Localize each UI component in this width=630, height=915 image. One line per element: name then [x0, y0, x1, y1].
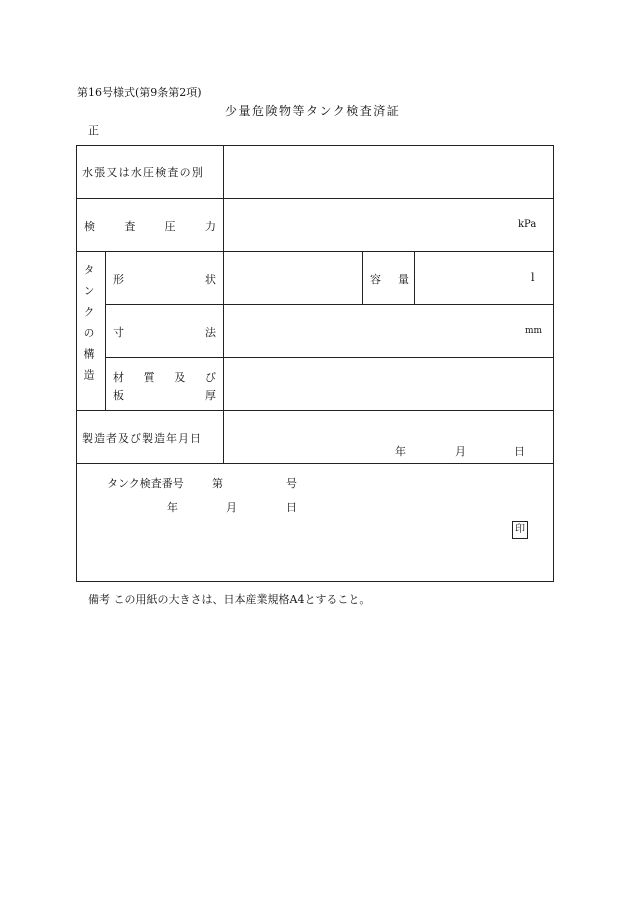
capacity-label-char: 量	[398, 273, 409, 286]
pressure-label-char: 力	[204, 220, 216, 233]
pressure-value[interactable]	[224, 199, 553, 250]
pressure-unit: kPa	[518, 219, 537, 230]
inspection-type-label: 水張又は水圧検査の別	[82, 166, 204, 179]
inspection-number-suffix: 号	[286, 477, 297, 490]
material-label-char: 及	[174, 371, 186, 384]
manufacturer-value[interactable]	[224, 411, 553, 462]
manufacture-year-label: 年	[395, 445, 406, 458]
pressure-label-char: 査	[124, 220, 136, 233]
inspection-number-label: タンク検査番号	[107, 477, 184, 490]
shape-label-char: 状	[205, 273, 216, 286]
pressure-label	[84, 218, 216, 234]
capacity-label	[370, 271, 409, 287]
material-label	[113, 369, 216, 385]
manufacture-month-label: 月	[455, 445, 466, 458]
remarks-note: 備考 この用紙の大きさは、日本産業規格A4とすること。	[88, 593, 371, 606]
shape-value[interactable]	[224, 252, 361, 303]
tank-structure-label: タンクの構造	[82, 264, 95, 390]
material-label-char: び	[204, 371, 216, 384]
dimension-label-char: 法	[205, 326, 216, 339]
dimension-label-char: 寸	[113, 326, 124, 339]
material-label-char: 材	[113, 371, 124, 384]
pressure-label-char: 圧	[164, 220, 176, 233]
manufacture-day-label: 日	[514, 445, 525, 458]
inspection-number-prefix: 第	[212, 477, 223, 490]
seal-mark: 印	[512, 521, 528, 539]
manufacturer-label: 製造者及び製造年月日	[82, 432, 202, 445]
material-label-char: 質	[143, 371, 155, 384]
thickness-label-char: 板	[113, 389, 124, 402]
pressure-label-char: 検	[84, 220, 95, 233]
form-number: 第16号様式(第9条第2項)	[77, 86, 202, 99]
thickness-label-char: 厚	[205, 389, 216, 402]
inspection-number-value[interactable]	[228, 473, 282, 489]
inspection-year-label: 年	[167, 501, 178, 514]
material-value[interactable]	[224, 358, 553, 409]
shape-label-char: 形	[113, 273, 124, 286]
capacity-unit: l	[531, 271, 535, 284]
dimension-label	[113, 324, 216, 340]
shape-label	[113, 271, 216, 287]
inspection-month-label: 月	[226, 501, 237, 514]
thickness-label	[113, 387, 216, 403]
inspection-type-value[interactable]	[224, 146, 553, 197]
column-divider	[105, 251, 106, 410]
inspection-day-label: 日	[286, 501, 297, 514]
dimension-unit: mm	[525, 326, 543, 336]
original-copy-mark: 正	[88, 124, 99, 137]
column-divider	[362, 251, 363, 304]
capacity-label-char: 容	[370, 273, 381, 286]
row-divider	[76, 463, 554, 464]
dimension-value[interactable]	[224, 305, 553, 356]
document-title: 少量危険物等タンク検査済証	[225, 104, 401, 118]
